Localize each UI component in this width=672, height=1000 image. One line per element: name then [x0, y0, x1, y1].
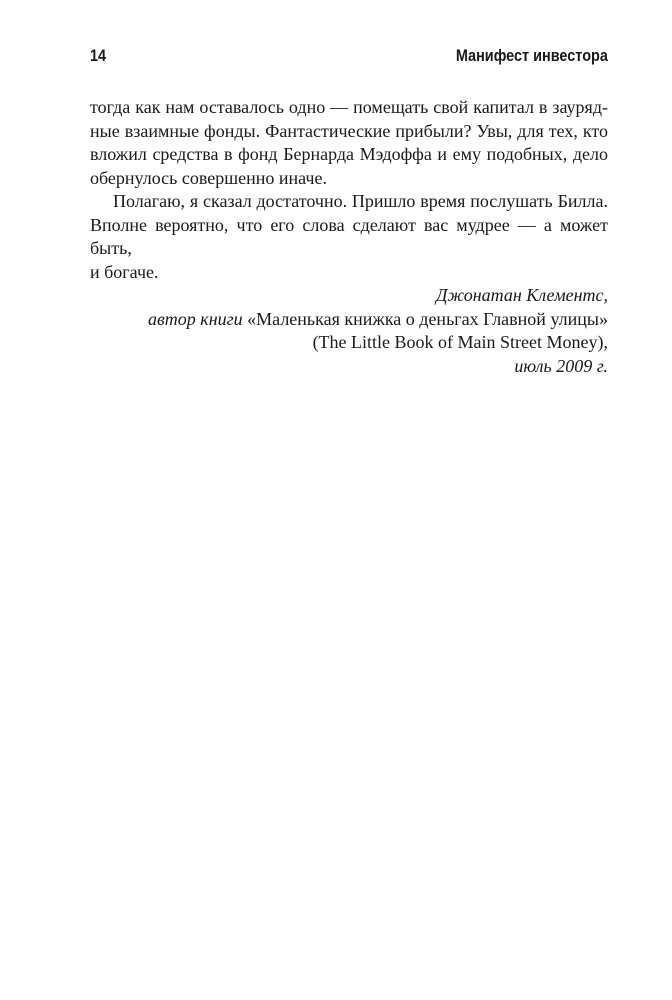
text-line: Вполне вероятно, что его слова сделают вас мудрее — а может быть,: [90, 214, 608, 258]
paragraph-closing: [90, 190, 608, 284]
signature-author: Джонатан Клементс,: [435, 285, 608, 305]
text-line: обернулось совершенно иначе.: [90, 167, 327, 188]
signature-date: июль 2009 г.: [514, 355, 608, 376]
text-line: ные взаимные фонды. Фантастические прибыли? Увы, для тех, кто: [90, 120, 608, 141]
signature-book-title-ru: «Маленькая книжка о деньгах Главной улицы»: [242, 308, 608, 329]
page-number: 14: [90, 46, 107, 65]
signature-role-line: [90, 308, 608, 332]
running-title: Манифест инвестора: [455, 46, 608, 65]
text-line: Полагаю, я сказал достаточно. Пришло время послушать Билла.: [113, 191, 608, 211]
body-text: [90, 96, 608, 378]
text-line: и богаче.: [90, 261, 159, 282]
running-head: [90, 44, 608, 68]
signature-block: [90, 284, 608, 378]
signature-book-title-en: (The Little Book of Main Street Money),: [312, 332, 608, 352]
signature-role-prefix: автор книги: [147, 308, 243, 329]
text-line: тогда как нам оставалось одно — помещать свой капитал в зауряд-: [90, 97, 608, 117]
text-line: вложил средства в фонд Бернарда Мэдоффа и ему подобных, дело: [90, 144, 608, 164]
paragraph-continuation: [90, 96, 608, 190]
